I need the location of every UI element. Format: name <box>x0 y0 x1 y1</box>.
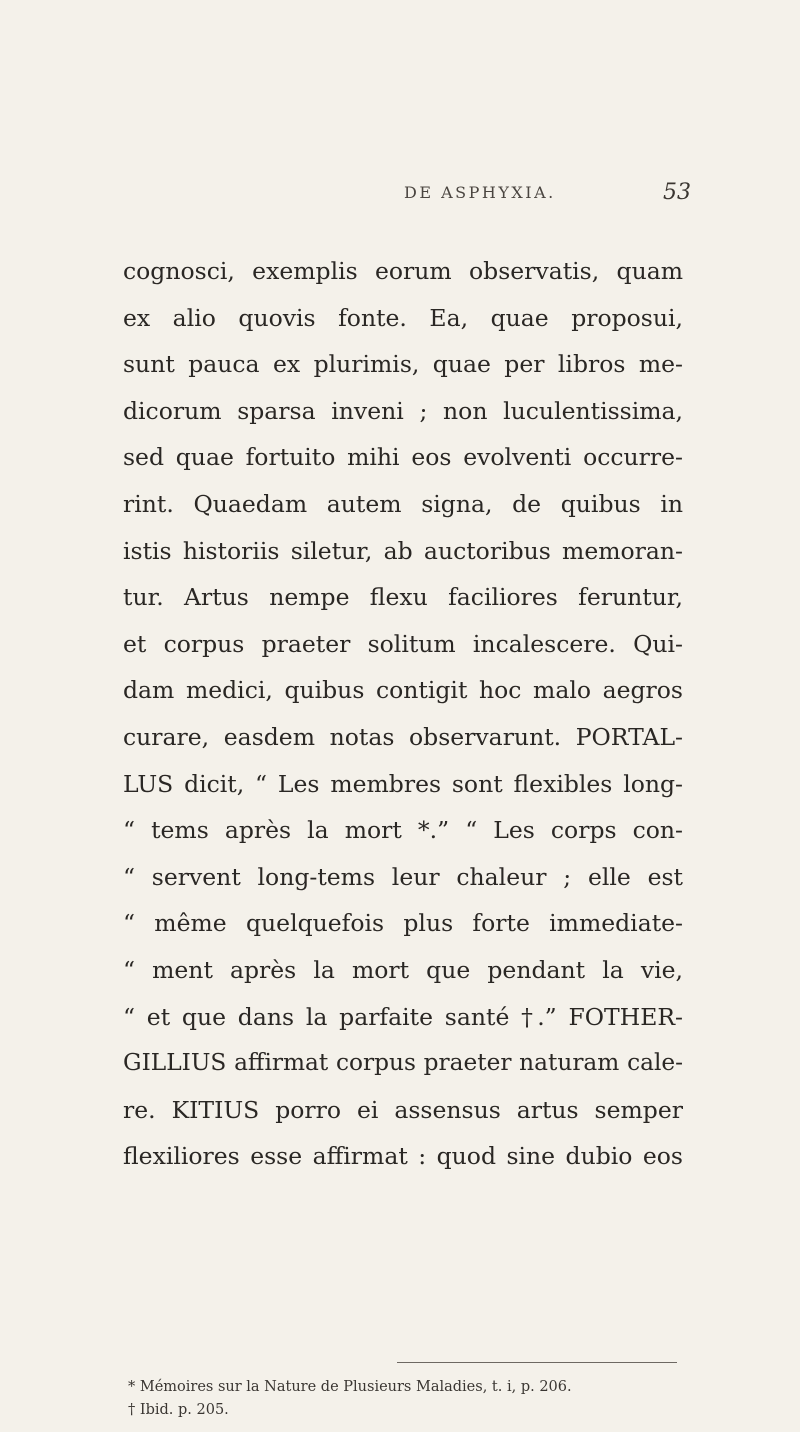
text-line: GILLIUS affirmat corpus praeter naturam cale- <box>123 1049 683 1077</box>
text-line: sed quae fortuito mihi eos evolventi occurre- <box>123 443 683 472</box>
text-line: dam medici, quibus contigit hoc malo aegros <box>123 676 683 705</box>
page-number: 53 <box>663 180 691 205</box>
text-line: flexiliores esse affirmat : quod sine dubio eos <box>123 1142 683 1171</box>
text-line: re. KITIUS porro ei assensus artus semper <box>123 1095 683 1124</box>
text-line: “ même quelquefois plus forte immediate- <box>123 909 683 938</box>
running-head <box>0 180 800 207</box>
running-title: DE ASPHYXIA. <box>404 183 556 202</box>
footnote-rule <box>397 1362 677 1363</box>
text-line: sunt pauca ex plurimis, quae per libros me- <box>123 350 683 379</box>
text-line: ex alio quovis fonte. Ea, quae proposui, <box>123 303 683 332</box>
text-line: rint. Quaedam autem signa, de quibus in <box>123 489 683 518</box>
text-line: et corpus praeter solitum incalescere. Qui- <box>123 629 683 658</box>
footnotes <box>128 1376 728 1422</box>
text-line: “ et que dans la parfaite santé †.” FOTHER- <box>123 1002 683 1031</box>
text-line: “ servent long-tems leur chaleur ; elle est <box>123 862 683 891</box>
footnote: * Mémoires sur la Nature de Plusieurs Maladies, t. i, p. 206. <box>128 1379 572 1395</box>
text-line: istis historiis siletur, ab auctoribus memoran- <box>123 536 683 565</box>
footnote: † Ibid. p. 205. <box>128 1402 229 1418</box>
text-line: “ tems après la mort *.” “ Les corps con- <box>123 816 683 845</box>
text-line: “ ment après la mort que pendant la vie, <box>123 955 683 984</box>
text-line: tur. Artus nempe flexu faciliores feruntur, <box>123 583 683 612</box>
text-line: cognosci, exemplis eorum observatis, quam <box>123 257 683 285</box>
text-line: curare, easdem notas observarunt. PORTAL- <box>123 722 683 751</box>
body-text <box>123 248 683 1180</box>
text-line: dicorum sparsa inveni ; non luculentissima, <box>123 396 683 425</box>
text-line: LUS dicit, “ Les membres sont flexibles long- <box>123 769 683 798</box>
